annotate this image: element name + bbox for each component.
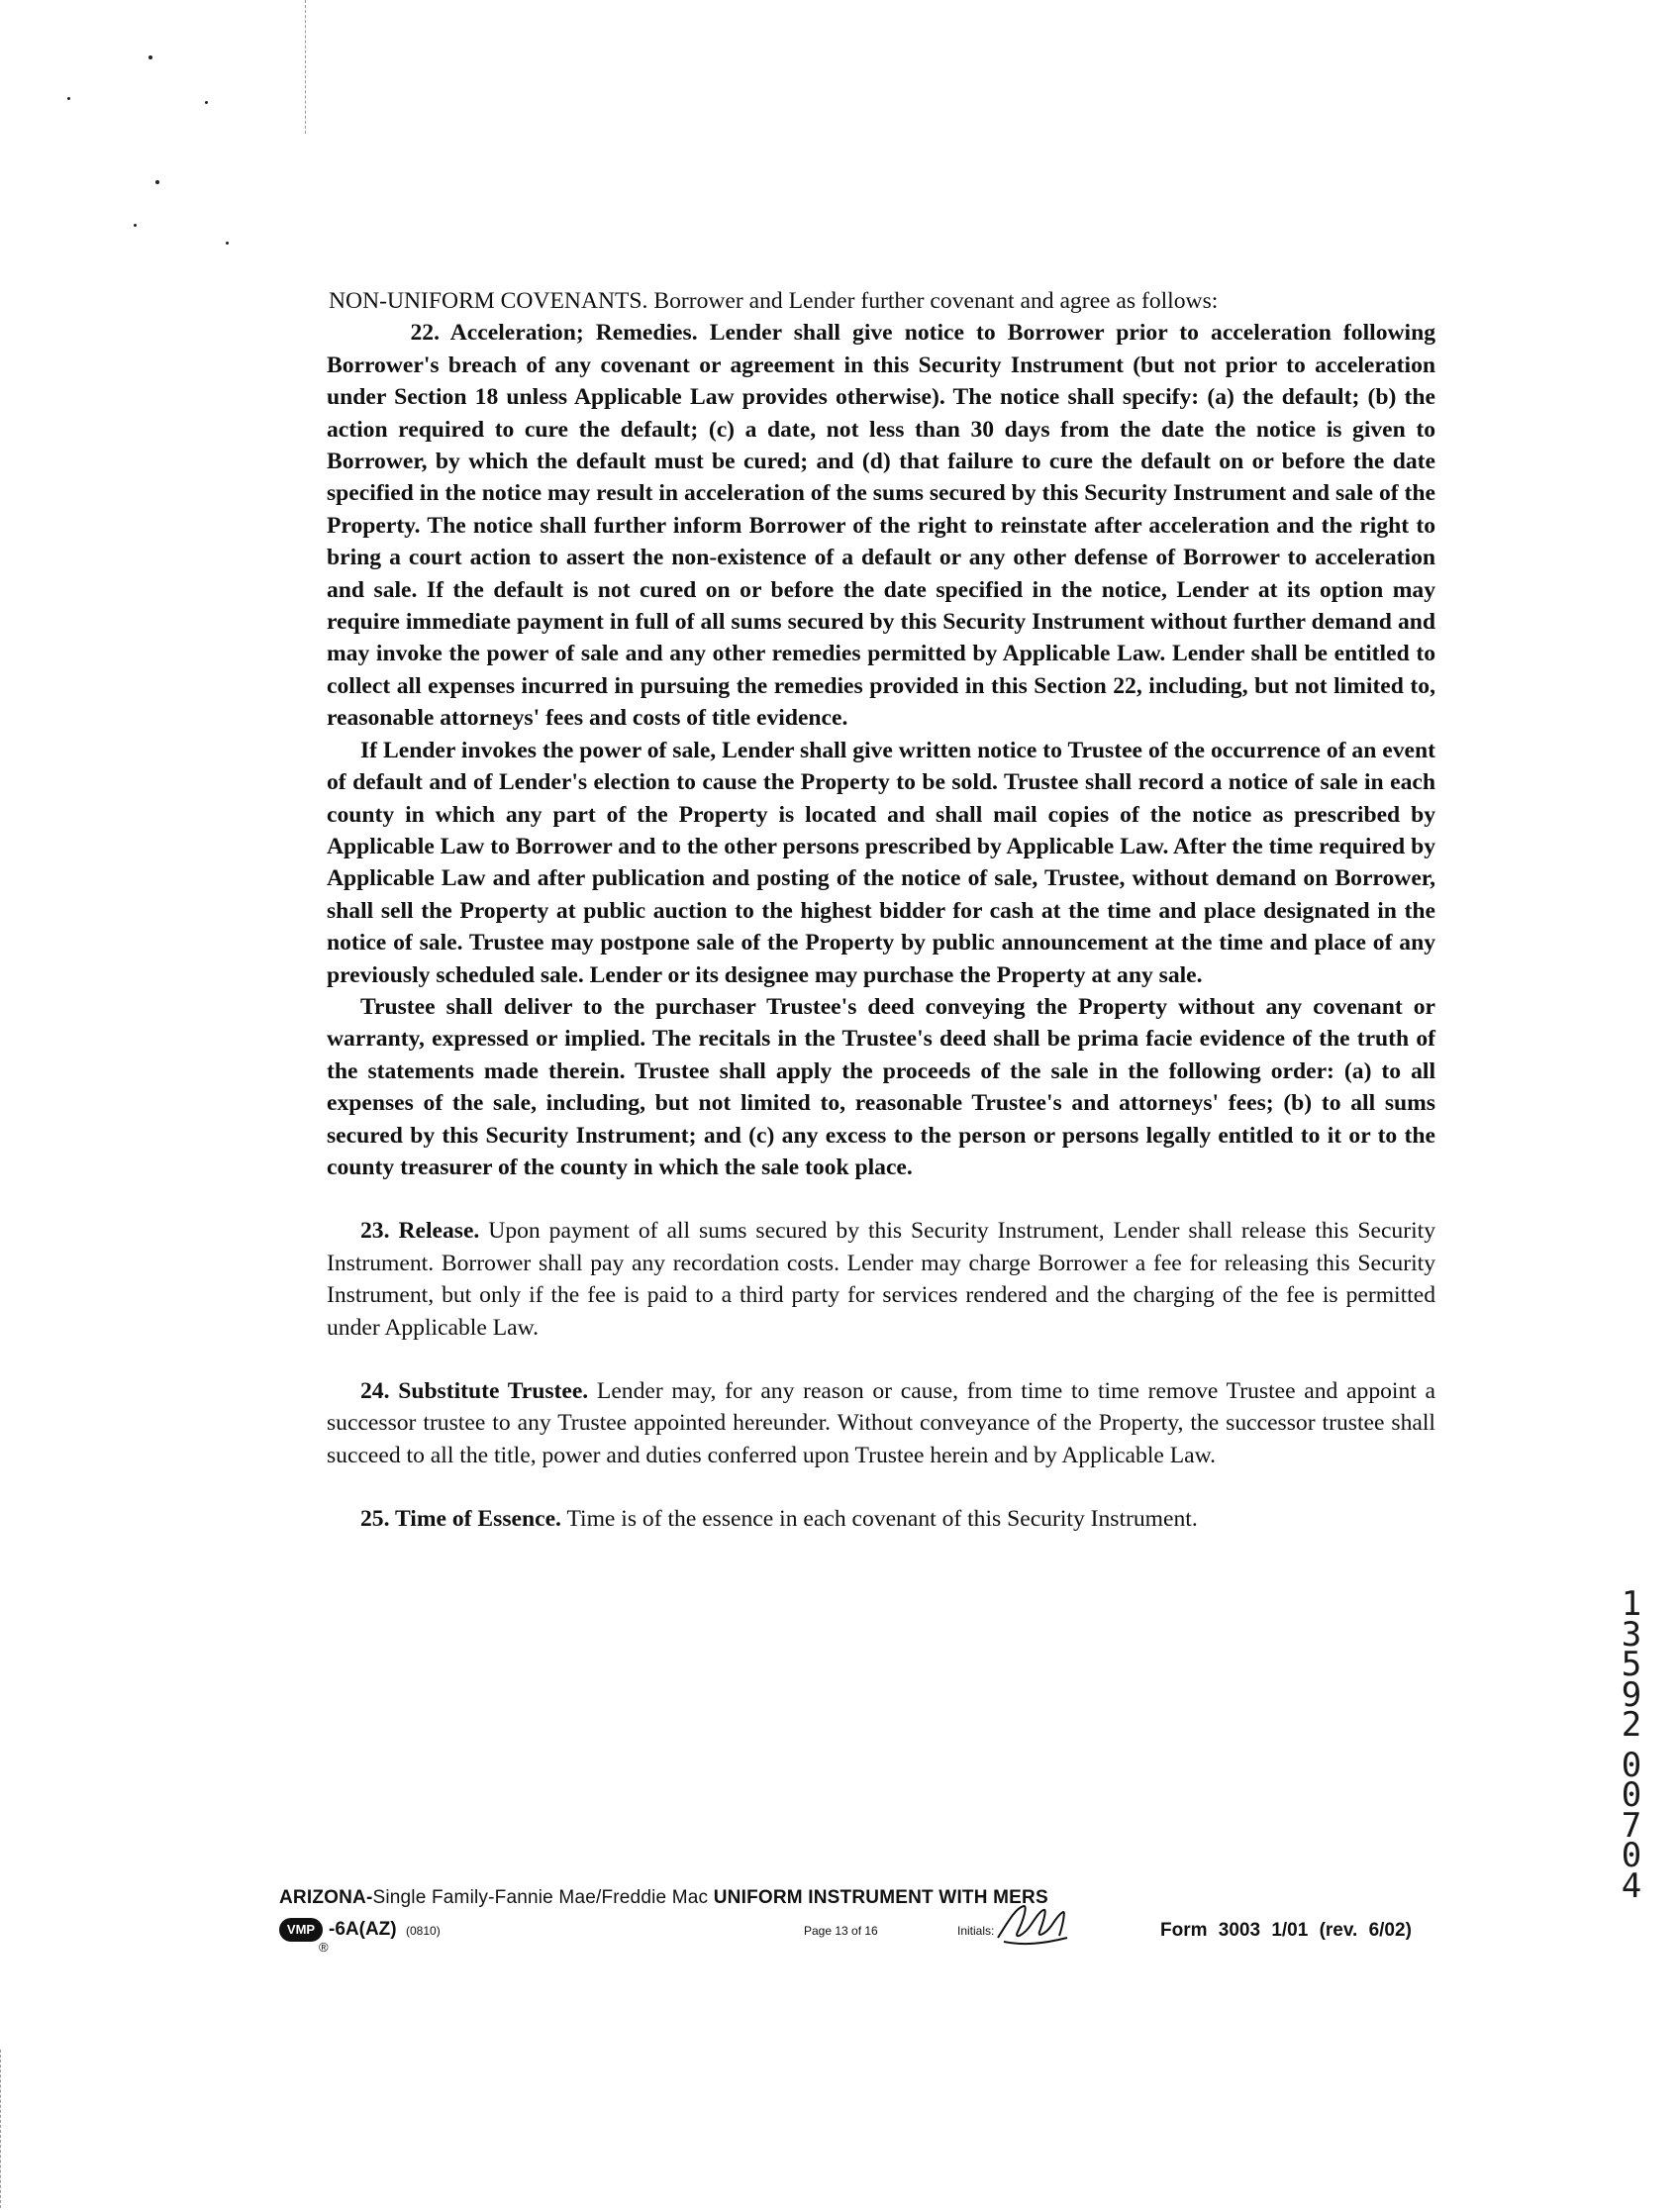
spacer bbox=[327, 1344, 1435, 1375]
recording-number bbox=[1614, 1584, 1649, 1906]
footer-instrument-title bbox=[279, 1887, 1048, 1909]
recording-digit: 3 bbox=[1621, 1614, 1642, 1655]
form-date: (0810) bbox=[406, 1924, 441, 1938]
spacer bbox=[327, 1183, 1435, 1215]
document-body bbox=[327, 285, 1435, 1536]
scan-edge-line bbox=[0, 2050, 1, 2208]
section-24 bbox=[327, 1375, 1435, 1471]
scan-speck bbox=[226, 242, 229, 245]
scan-speck bbox=[134, 224, 137, 227]
intro-line: NON-UNIFORM COVENANTS. Borrower and Lender further covenant and agree as follows: bbox=[329, 288, 1219, 314]
initials-label: Initials: bbox=[957, 1924, 995, 1938]
recording-digit: 7 bbox=[1621, 1805, 1642, 1846]
page-number: Page 13 of 16 bbox=[804, 1924, 878, 1938]
registered-mark: ® bbox=[319, 1940, 329, 1955]
section-24-heading: 24. Substitute Trustee. bbox=[360, 1378, 589, 1404]
initials-signature bbox=[994, 1902, 1071, 1948]
section-25 bbox=[327, 1503, 1435, 1535]
section-25-body: Time is of the essence in each covenant of this Security Instrument. bbox=[566, 1506, 1198, 1533]
scan-speck bbox=[155, 180, 159, 184]
vmp-logo: VMP bbox=[279, 1918, 323, 1942]
recording-digit: 4 bbox=[1621, 1865, 1642, 1906]
section-23-body: Upon payment of all sums secured by this Security Instrument, Lender shall release this Security Instrument. Borrower shall pay any recordation costs. Lender may charge Borrower a fee for releasing this Security Instrument, but only if the fee is paid to a third party for services rendered and the charging of the fee is permitted under Applicable Law. bbox=[327, 1218, 1435, 1341]
footer-description: Single Family-Fannie Mae/Freddie Mac bbox=[372, 1887, 709, 1908]
footer-uniform-title: UNIFORM INSTRUMENT WITH MERS bbox=[713, 1887, 1048, 1908]
section-22-heading: 22. Acceleration; Remedies. bbox=[410, 320, 698, 347]
recording-digit: 0 bbox=[1621, 1775, 1642, 1815]
recording-digit: 9 bbox=[1621, 1674, 1642, 1715]
recording-digit: 5 bbox=[1621, 1645, 1642, 1684]
scan-speck bbox=[205, 101, 208, 104]
scan-speck bbox=[148, 55, 152, 59]
recording-digit: 1 bbox=[1621, 1584, 1642, 1624]
section-24-body: Lender may, for any reason or cause, from time to time remove Trustee and appoint a successor trustee to any Trustee appointed hereunder. Without conveyance of the Property, the successor trustee shall succeed to all the title, power and duties conferred upon Trustee herein and by Applicable Law. bbox=[327, 1378, 1436, 1468]
section-23-heading: 23. Release. bbox=[360, 1218, 480, 1245]
recording-digit: 0 bbox=[1621, 1745, 1642, 1785]
footer-state: ARIZONA- bbox=[279, 1887, 373, 1908]
section-23 bbox=[327, 1215, 1435, 1344]
section-22-paragraph-2: If Lender invokes the power of sale, Lender shall give written notice to Trustee of the occurrence of an event of default and of Lender's election to cause the Property to be sold. Trustee shall record a notice of sale in each county in which any part of the Property is located and shall mail copies of the notice as prescribed by Applicable Law to Borrower and to the other persons prescribed by Applicable Law. After the time required by Applicable Law and after publication and posting of the notice of sale, Trustee, without demand on Borrower, shall sell the Property at public auction to the highest bidder for cash at the time and place designated in the notice of sale. Trustee may postpone sale of the Property by public announcement at the time and place of any previously scheduled sale. Lender or its designee may purchase the Property at any sale. bbox=[327, 737, 1435, 988]
form-identifier: Form 3003 1/01 (rev. 6/02) bbox=[1160, 1920, 1412, 1941]
section-22 bbox=[327, 317, 1435, 734]
section-22-paragraph-3: Trustee shall deliver to the purchaser Trustee's deed conveying the Property without any covenant or warranty, expressed or implied. The recitals in the Trustee's deed shall be prima facie evidence of the truth of the statements made therein. Trustee shall apply the proceeds of the sale in the following order: (a) to all expenses of the sale, including, but not limited to, reasonable Trustee's and attorneys' fees; (b) to all sums secured by this Security Instrument; and (c) any excess to the person or persons legally entitled to it or to the county treasurer of the county in which the sale took place. bbox=[327, 993, 1435, 1180]
scan-edge-line bbox=[305, 0, 306, 134]
section-25-heading: 25. Time of Essence. bbox=[360, 1506, 561, 1533]
recording-digit: 0 bbox=[1621, 1836, 1642, 1875]
recording-digit: 2 bbox=[1621, 1705, 1642, 1745]
scan-speck bbox=[67, 97, 70, 100]
spacer bbox=[327, 1471, 1435, 1503]
footer-form-row bbox=[279, 1916, 1447, 1956]
section-22-body: Lender shall give notice to Borrower prior to acceleration following Borrower's breach of any covenant or agreement in this Security Instrument (but not prior to acceleration under Section 18 unless Applicable Law provides otherwise). The notice shall specify: (a) the default; (b) the action required to cure the default; (c) a date, not less than 30 days from the date the notice is given to Borrower, by which the default must be cured; and (d) that failure to cure the default on or before the date specified in the notice may result in acceleration of the sums secured by this Security Instrument and sale of the Property. The notice shall further inform Borrower of the right to reinstate after acceleration and the right to bring a court action to assert the non-existence of a default or any other defense of Borrower to acceleration and sale. If the default is not cured on or before the date specified in the notice, Lender at its option may require immediate payment in full of all sums secured by this Security Instrument without further demand and may invoke the power of sale and any other remedies permitted by Applicable Law. Lender shall be entitled to collect all expenses incurred in pursuing the remedies provided in this Section 22, including, but not limited to, reasonable attorneys' fees and costs of title evidence. bbox=[327, 320, 1436, 732]
form-code: -6A(AZ) bbox=[329, 1919, 397, 1940]
